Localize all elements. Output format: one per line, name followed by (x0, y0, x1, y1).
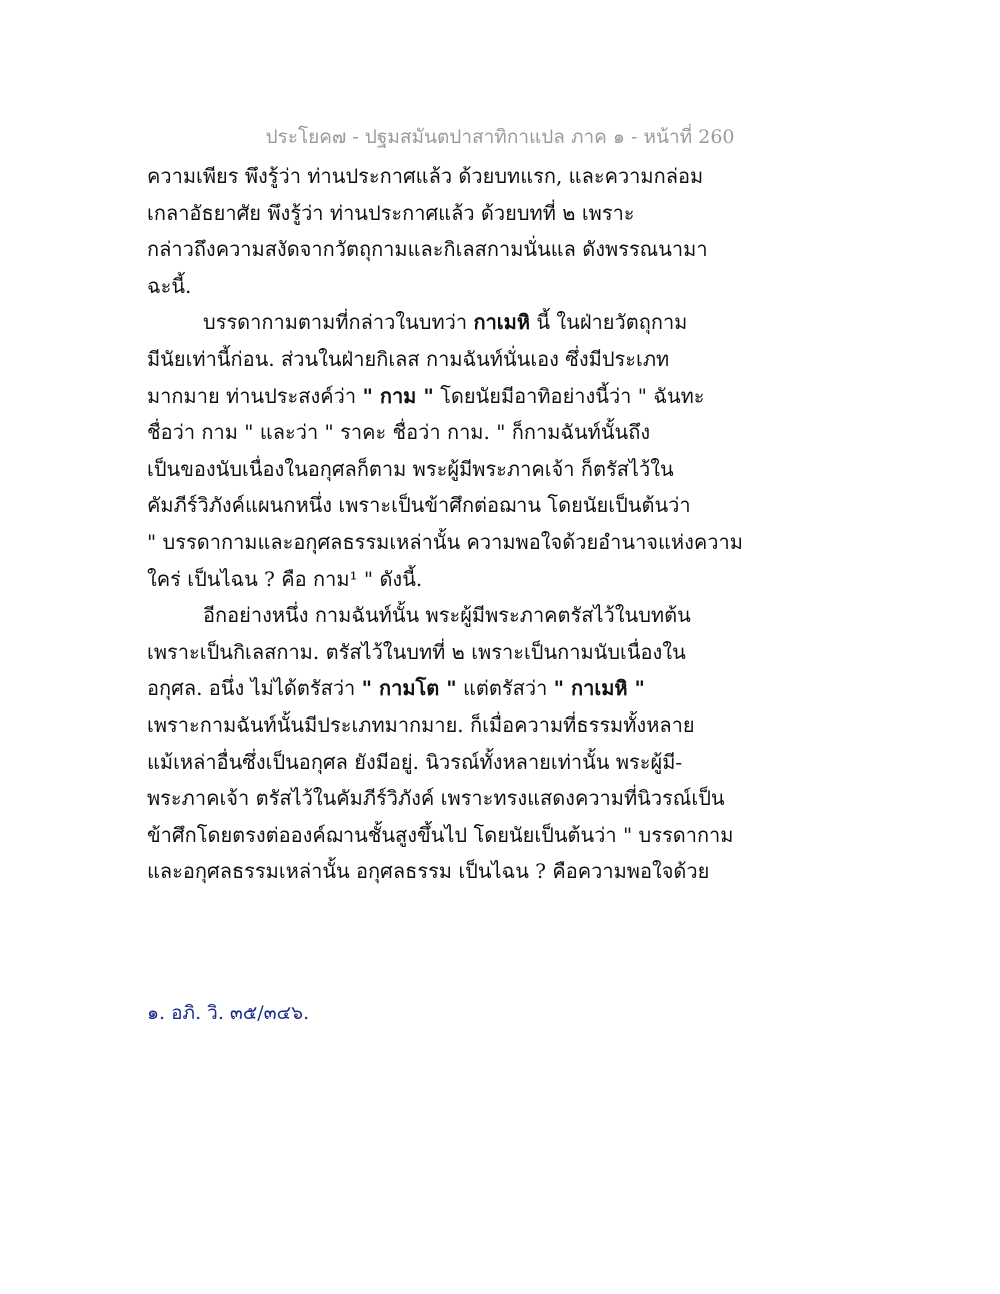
bold-term: " กาม " (362, 383, 434, 408)
text-line (147, 780, 725, 817)
text-line (147, 378, 707, 415)
text-run: ข้าศึกโดยตรงต่อองค์ฌานชั้นสูงขึ้นไป โดยนัยเป็นต้นว่า " บรรดากาม (147, 822, 734, 847)
text-line (147, 524, 743, 561)
footnote: ๑. อภิ. วิ. ๓๕/๓๔๖. (147, 1002, 310, 1024)
text-line (147, 634, 707, 671)
text-run: อกุศล. อนึ่ง ไม่ได้ตรัสว่า (147, 676, 362, 701)
text-line (147, 853, 710, 890)
bold-term: กาเมหิ (473, 310, 531, 335)
text-run: เป็นของนับเนื่องในอกุศลก็ตาม พระผู้มีพระภาคเจ้า ก็ตรัสไว้ใน (147, 456, 674, 481)
text-run: นี้ ในฝ่ายวัตถุกาม (530, 310, 688, 335)
text-run: บรรดากามตามที่กล่าวในบทว่า (203, 310, 474, 335)
text-run: เพราะเป็นกิเลสกาม. ตรัสไว้ในบทที่ ๒ เพราะเป็นกามนับเนื่องใน (147, 639, 686, 664)
text-run: อีกอย่างหนึ่ง กามฉันท์นั้น พระผู้มีพระภาคตรัสไว้ในบทต้น (203, 603, 691, 628)
text-run: ฉะนี้. (147, 273, 192, 298)
text-line (147, 487, 707, 524)
text-run: พระภาคเจ้า ตรัสไว้ในคัมภีร์วิภังค์ เพราะทรงแสดงความที่นิวรณ์เป็น (147, 786, 725, 811)
bold-term: " กามโต " (361, 676, 457, 701)
text-run: คัมภีร์วิภังค์แผนกหนึ่ง เพราะเป็นข้าศึกต่อฌาน โดยนัยเป็นต้นว่า (147, 493, 691, 518)
text-run: และอกุศลธรรมเหล่านั้น อกุศลธรรม เป็นไฉน ? คือความพอใจด้วย (147, 859, 710, 884)
text-line (147, 195, 707, 232)
text-line (147, 744, 707, 781)
page-header: ประโยค๗ - ปฐมสมันตปาสาทิกาแปล ภาค ๑ - หน้าที่ 260 (265, 126, 735, 148)
text-line (147, 707, 707, 744)
text-line (147, 304, 707, 341)
text-line (147, 561, 707, 598)
text-line (147, 341, 707, 378)
text-run: โดยนัยมีอาทิอย่างนี้ว่า " ฉันทะ (433, 383, 705, 408)
text-line (147, 670, 707, 707)
text-line (147, 231, 707, 268)
text-run: ความเพียร พึงรู้ว่า ท่านประกาศแล้ว ด้วยบทแรก, และความกล่อม (147, 164, 704, 188)
text-line (147, 451, 707, 488)
text-run: มีนัยเท่านี้ก่อน. ส่วนในฝ่ายกิเลส กามฉันท์นั่นเอง ซึ่งมีประเภท (147, 346, 670, 371)
text-run: มากมาย ท่านประสงค์ว่า (147, 383, 363, 408)
text-run: เพราะกามฉันท์นั้นมีประเภทมากมาย. ก็เมื่อความที่ธรรมทั้งหลาย (147, 712, 695, 737)
text-line (147, 817, 734, 854)
text-line (147, 268, 707, 305)
text-run: แต่ตรัสว่า (456, 676, 554, 701)
text-run: ชื่อว่า กาม " และว่า " ราคะ ชื่อว่า กาม. " ก็กามฉันท์นั้นถึง (147, 420, 651, 445)
text-run: ใคร่ เป็นไฉน ? คือ กาม¹ " ดังนี้. (147, 566, 423, 591)
text-line (147, 597, 707, 634)
text-run: " บรรดากามและอกุศลธรรมเหล่านั้น ความพอใจด้วยอำนาจแห่งความ (147, 529, 743, 554)
text-line (147, 414, 707, 451)
text-run: กล่าวถึงความสงัดจากวัตถุกามและกิเลสกามนั่นแล ดังพรรณนามา (147, 237, 708, 262)
text-run: แม้เหล่าอื่นซึ่งเป็นอกุศล ยังมีอยู่. นิวรณ์ทั้งหลายเท่านั้น พระผู้มี- (147, 749, 683, 774)
text-run: เกลาอัธยาศัย พึงรู้ว่า ท่านประกาศแล้ว ด้วยบทที่ ๒ เพราะ (147, 200, 635, 225)
bold-term: " กาเมหิ " (553, 676, 645, 701)
text-line (147, 158, 707, 195)
body-text (147, 158, 743, 890)
